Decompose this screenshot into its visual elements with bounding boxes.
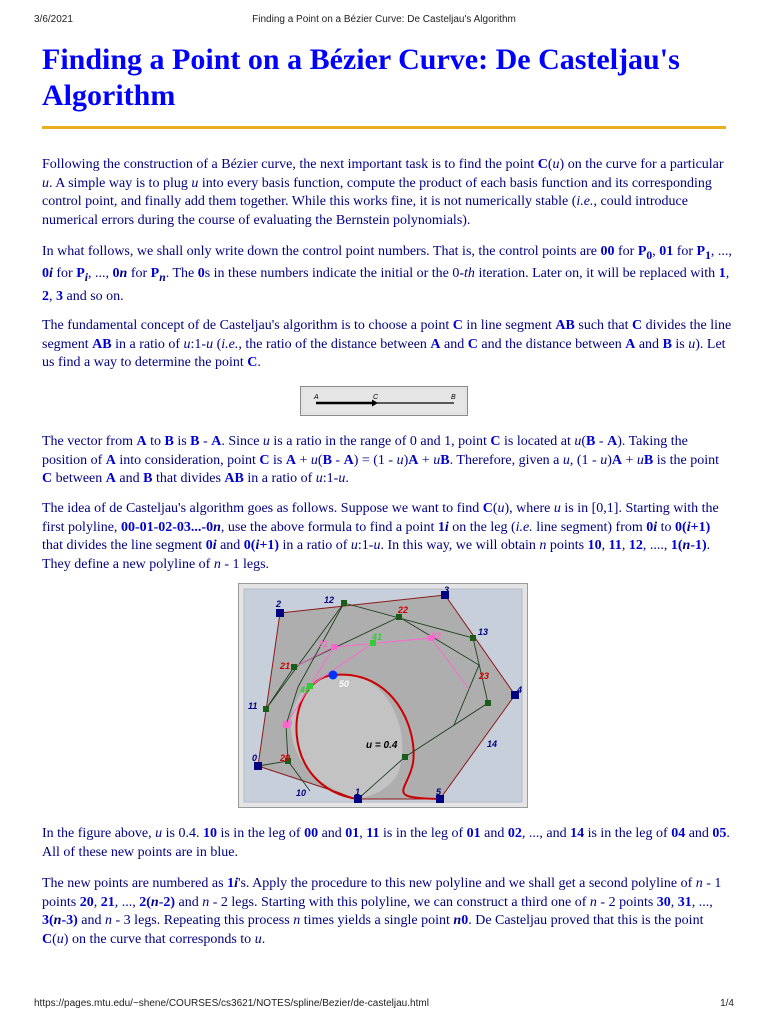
label-control-5: 5 xyxy=(436,787,442,797)
paragraph-1: Following the construction of a Bézier curve, the next important task is to find the point C(u) on the curve for a particular u. A simple way is to plug u into every basis function, compute the product of each basis function and its corresponding control point, and finally add them together. While this works fine, it is not numerically stable (i.e., could introduce numerical errors during the course of evaluating the Bernstein polynomials). xyxy=(42,157,724,228)
label-50: 50 xyxy=(339,679,350,689)
print-title: Finding a Point on a Bézier Curve: De Casteljau's Algorithm xyxy=(252,14,516,25)
label-control-1: 1 xyxy=(355,787,361,797)
point-14 xyxy=(402,754,408,760)
control-point-2 xyxy=(276,609,284,617)
paragraph-2: In what follows, we shall only write down the control point numbers. That is, the control points are 00 for $P_0$, 01 for $P_1$, ..., 0i for $P_i$, ..., 0n for $P_n$. The 0s in these numbers indicate the initial or the 0-th iteration. Later on, it will be replaced with 1, 2, 3 and so on. xyxy=(42,244,732,304)
label-a: A xyxy=(314,394,319,401)
paragraph-4: The vector from A to B is B - A. Since u is a ratio in the range of 0 and 1, point C is located at u(B - A). Taking the position of A into consideration, point C is A + u(B - A) = (1 - u)A + uB. Therefore, given a u, (1 - u)A + uB is the point C between A and B that divides AB in a ratio of u:1-u. xyxy=(42,434,719,486)
point-12 xyxy=(341,600,347,606)
label-c: C xyxy=(373,394,379,401)
label-14: 14 xyxy=(487,739,498,749)
label-20: 20 xyxy=(280,753,291,763)
label-control-3: 3 xyxy=(444,585,450,595)
decasteljau-figure xyxy=(238,583,528,808)
print-url: https://pages.mtu.edu/~shene/COURSES/cs3621/NOTES/spline/Bezier/de-casteljau.html xyxy=(34,998,429,1009)
point-50 xyxy=(329,671,338,680)
paragraph-3: The fundamental concept of de Casteljau's algorithm is to choose a point C in line segment AB such that C divides the line segment AB in a ratio of u:1-u (i.e., the ratio of the distance between A and C and the distance between A and B is u). Let us find a way to determine the point C. xyxy=(42,318,732,370)
label-21: 21 xyxy=(280,661,291,671)
label-40: 40 xyxy=(300,685,311,695)
segment-figure xyxy=(300,386,468,416)
label-23: 23 xyxy=(479,671,490,681)
label-30: 30 xyxy=(282,719,293,729)
label-control-0: 0 xyxy=(252,753,258,763)
point-13 xyxy=(470,635,476,641)
paragraph-7: The new points are numbered as 1i's. Apply the procedure to this new polyline and we shall get a second polyline of n - 1 points 20, 21, ..., 2(n-2) and n - 2 legs. Starting with this polyline, we can construct a third one of n - 2 points 30, 31, ..., 3(n-3) and n - 3 legs. Repeating this process n times yields a single point n0. De Casteljau proved that this is the point C(u) on the curve that corresponds to u. xyxy=(42,876,722,947)
label-32: 32 xyxy=(431,631,442,641)
segment-figure-inner xyxy=(302,388,466,414)
page-title: Finding a Point on a Bézier Curve: De Casteljau's Algorithm xyxy=(42,43,680,112)
label-control-2: 2 xyxy=(276,599,282,609)
print-header xyxy=(34,14,734,28)
label-b: B xyxy=(451,394,456,401)
label-13: 13 xyxy=(478,627,489,637)
label-31: 31 xyxy=(318,639,329,649)
label-control-4: 4 xyxy=(517,685,523,695)
point-21 xyxy=(291,664,297,670)
print-date: 3/6/2021 xyxy=(34,14,73,25)
point-23 xyxy=(485,700,491,706)
paragraph-6: In the figure above, u is 0.4. 10 is in the leg of 00 and 01, 11 is in the leg of 01 and 02, ..., and 14 is in the leg of 04 and 05. All of these new points are in blue. xyxy=(42,826,730,860)
label-12: 12 xyxy=(324,595,335,605)
title-underline xyxy=(42,126,726,129)
u-value-label: u = 0.4 xyxy=(366,740,398,751)
label-10: 10 xyxy=(296,788,307,798)
paragraph-5: The idea of de Casteljau's algorithm goes as follows. Suppose we want to find C(u), where u is in [0,1]. Starting with the first polyline, 00-01-02-03...-0n, use the above formula to find a point 1i on the leg (i.e. line segment) from 0i to 0(i+1) that divides the line segment 0i and 0(i+1) in a ratio of u:1-u. In this way, we will obtain n points 10, 11, 12, ...., 1(n-1). They define a new polyline of n - 1 legs. xyxy=(42,501,719,572)
page-number: 1/4 xyxy=(720,998,734,1009)
point-11 xyxy=(263,706,269,712)
label-41: 41 xyxy=(372,632,383,642)
label-11: 11 xyxy=(248,701,258,711)
control-point-0 xyxy=(254,762,262,770)
point-31 xyxy=(331,644,337,650)
print-footer xyxy=(34,998,734,1012)
label-22: 22 xyxy=(398,605,409,615)
